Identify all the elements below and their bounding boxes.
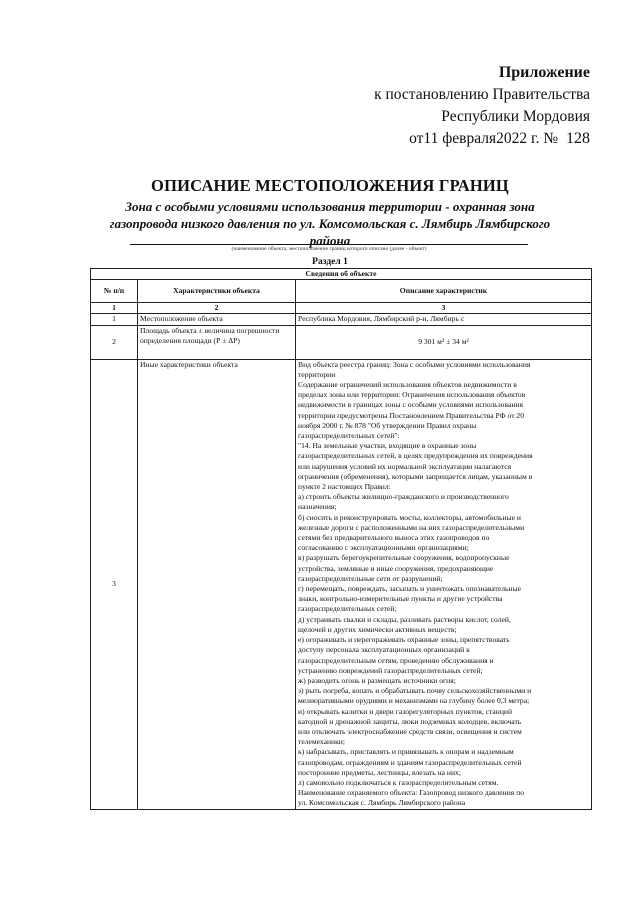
description-line: ноября 2000 г. № 878 "Об утверждении Правил охраны [298,420,477,430]
description-line: телемеханики; [298,737,345,747]
description-line: Наименование охраняемого объекта: Газопровод низкого давления по [298,788,525,798]
table-row [91,359,592,809]
description-line: а) строить объекты жилищно-гражданского и производственного [298,492,509,502]
section-label: Раздел 1 [312,257,348,267]
description-line: пункте 2 настоящих Правил: [298,482,391,492]
description-line: газораспределительных сетей, в целях предупреждения их повреждения [298,451,533,461]
description-line: газораспределительным сетям, проведению обслуживания и [298,655,494,665]
table-header-row [91,269,592,280]
description-line: газораспределительных сетей; [298,604,397,614]
appendix-title: Приложение [498,64,590,81]
description-line: устранению повреждений газораспределительных сетей; [298,665,483,675]
description-line: и) открывать калитки и двери газорегуляторных пунктов, станций [298,706,513,716]
document-subtitle: Зона с особыми условиями использования территории - охранная зона газопровода низкого давления по ул. Комсомольская с. Лямбирь Лямбирского района [109,199,551,248]
column-number: 3 [296,303,592,314]
date-year: 2022 г. [496,130,540,147]
row-description [296,359,592,809]
description-line: недвижимости в границах зоны с особыми условиями использования [298,400,523,410]
description-line: устройства, земляные и иные сооружения, предохраняющие [298,563,494,573]
document-number: 128 [566,130,590,147]
column-number: 1 [91,303,138,314]
description-line: пределах зоны или территории: Ограничения использования объектов [298,390,526,400]
description-line: д) устраивать свалки и склады, разливать растворы кислот, солей, [298,614,511,624]
description-line: г) перемещать, повреждать, засыпать и уничтожать опознавательные [298,584,522,594]
row-description: Республика Мордовия, Лямбирский р-н, Лямбирь с [296,314,592,325]
description-line: посторонние предметы, лестницы, влезать на них; [298,767,461,777]
description-line: б) сносить и реконструировать мосты, коллекторы, автомобильные и [298,512,521,522]
description-line: з) рыть погреба, копать и обрабатывать почву сельскохозяйственными и [298,686,532,696]
description-line: газораспределительные сети от разрушений; [298,573,443,583]
description-line: мелиоративными орудиями и механизмами на глубину более 0,3 метра; [298,696,530,706]
table-row [91,325,592,359]
description-line: ул. Комсомольская с. Лямбирь Лямбирского района [298,798,466,808]
column-numbers-row [91,303,592,314]
appendix-date-line [300,128,590,150]
description-line: щелочей и других химически активных веществ; [298,624,457,634]
description-line: Содержание ограничений использования объектов недвижимости в [298,380,517,390]
description-line: газораспределительных сетей": [298,431,400,441]
row-characteristic: Иные характеристики объекта [138,359,296,809]
column-headers-row [91,280,592,303]
description-line: катодной и дренажной защиты, люки подземных колодцев, включать [298,716,522,726]
appendix-line-2: Республики Мордовия [441,108,590,125]
description-line: согласованию с эксплуатационными организациями; [298,543,469,553]
row-description: 9 301 м² ± 34 м² [296,325,592,359]
subtitle-underline [130,244,528,245]
date-prefix: от [409,130,424,147]
number-label: № [543,130,559,147]
row-num: 1 [91,314,138,325]
description-line: "14. На земельные участки, входящие в охранные зоны [298,441,477,451]
description-line: знаки, контрольно-измерительные пункты и другие устройства [298,594,503,604]
description-line: или отключать электроснабжение средств связи, освещения и систем [298,726,522,736]
description-line: сетями без предварительного выноса этих газопроводов по [298,533,490,543]
column-number: 2 [138,303,296,314]
description-line: в) разрушать берегоукрепительные сооружения, водопропускные [298,553,510,563]
column-header-characteristic: Характеристики объекта [138,280,296,303]
description-line: Вид объекта реестра границ: Зона с особыми условиями использования [298,359,531,369]
description-line: территории [298,369,336,379]
column-header-num: № п/п [91,280,138,303]
column-header-description: Описание характеристик [296,280,592,303]
row-num: 2 [91,325,138,359]
table-header: Сведения об объекте [91,269,592,280]
row-characteristic: Местоположение объекта [138,314,296,325]
description-line: территории предусмотрены Постановлением Правительства РФ от 20 [298,410,525,420]
description-line: газопроводам, ограждениям и зданиям газораспределительных сетей [298,757,522,767]
subtitle-caption: (наименование объекта, местоположение границ которого описано (далее - объект) [231,246,427,252]
description-line: назначения; [298,502,337,512]
object-info-table [90,268,592,810]
description-line: ж) разводить огонь и размещать источники огня; [298,675,456,685]
description-line: доступу персонала эксплуатационных организаций к [298,645,470,655]
description-line: к) набрасывать, приставлять и привязывать к опорам и надземным [298,747,514,757]
row-characteristic: Площадь объекта ± величина погрешности определения площади (Р ± ΔР) [138,325,296,359]
appendix-block [300,62,590,150]
description-line: или нарушения условий их нормальной эксплуатации налагаются [298,461,512,471]
row-num: 3 [91,359,138,809]
table-row [91,314,592,325]
description-line: л) самовольно подключаться к газораспределительным сетям. [298,777,499,787]
description-line: железные дороги с расположенными на них газораспределительными [298,522,525,532]
document-title: ОПИСАНИЕ МЕСТОПОЛОЖЕНИЯ ГРАНИЦ [151,176,509,195]
date-value: 11 февраля [423,130,497,147]
description-line: ограничения (обременения), которыми запрещается лицам, указанным в [298,471,533,481]
appendix-line-1: к постановлению Правительства [374,86,590,103]
description-line: е) огораживать и перегораживать охранные зоны, препятствовать [298,635,510,645]
